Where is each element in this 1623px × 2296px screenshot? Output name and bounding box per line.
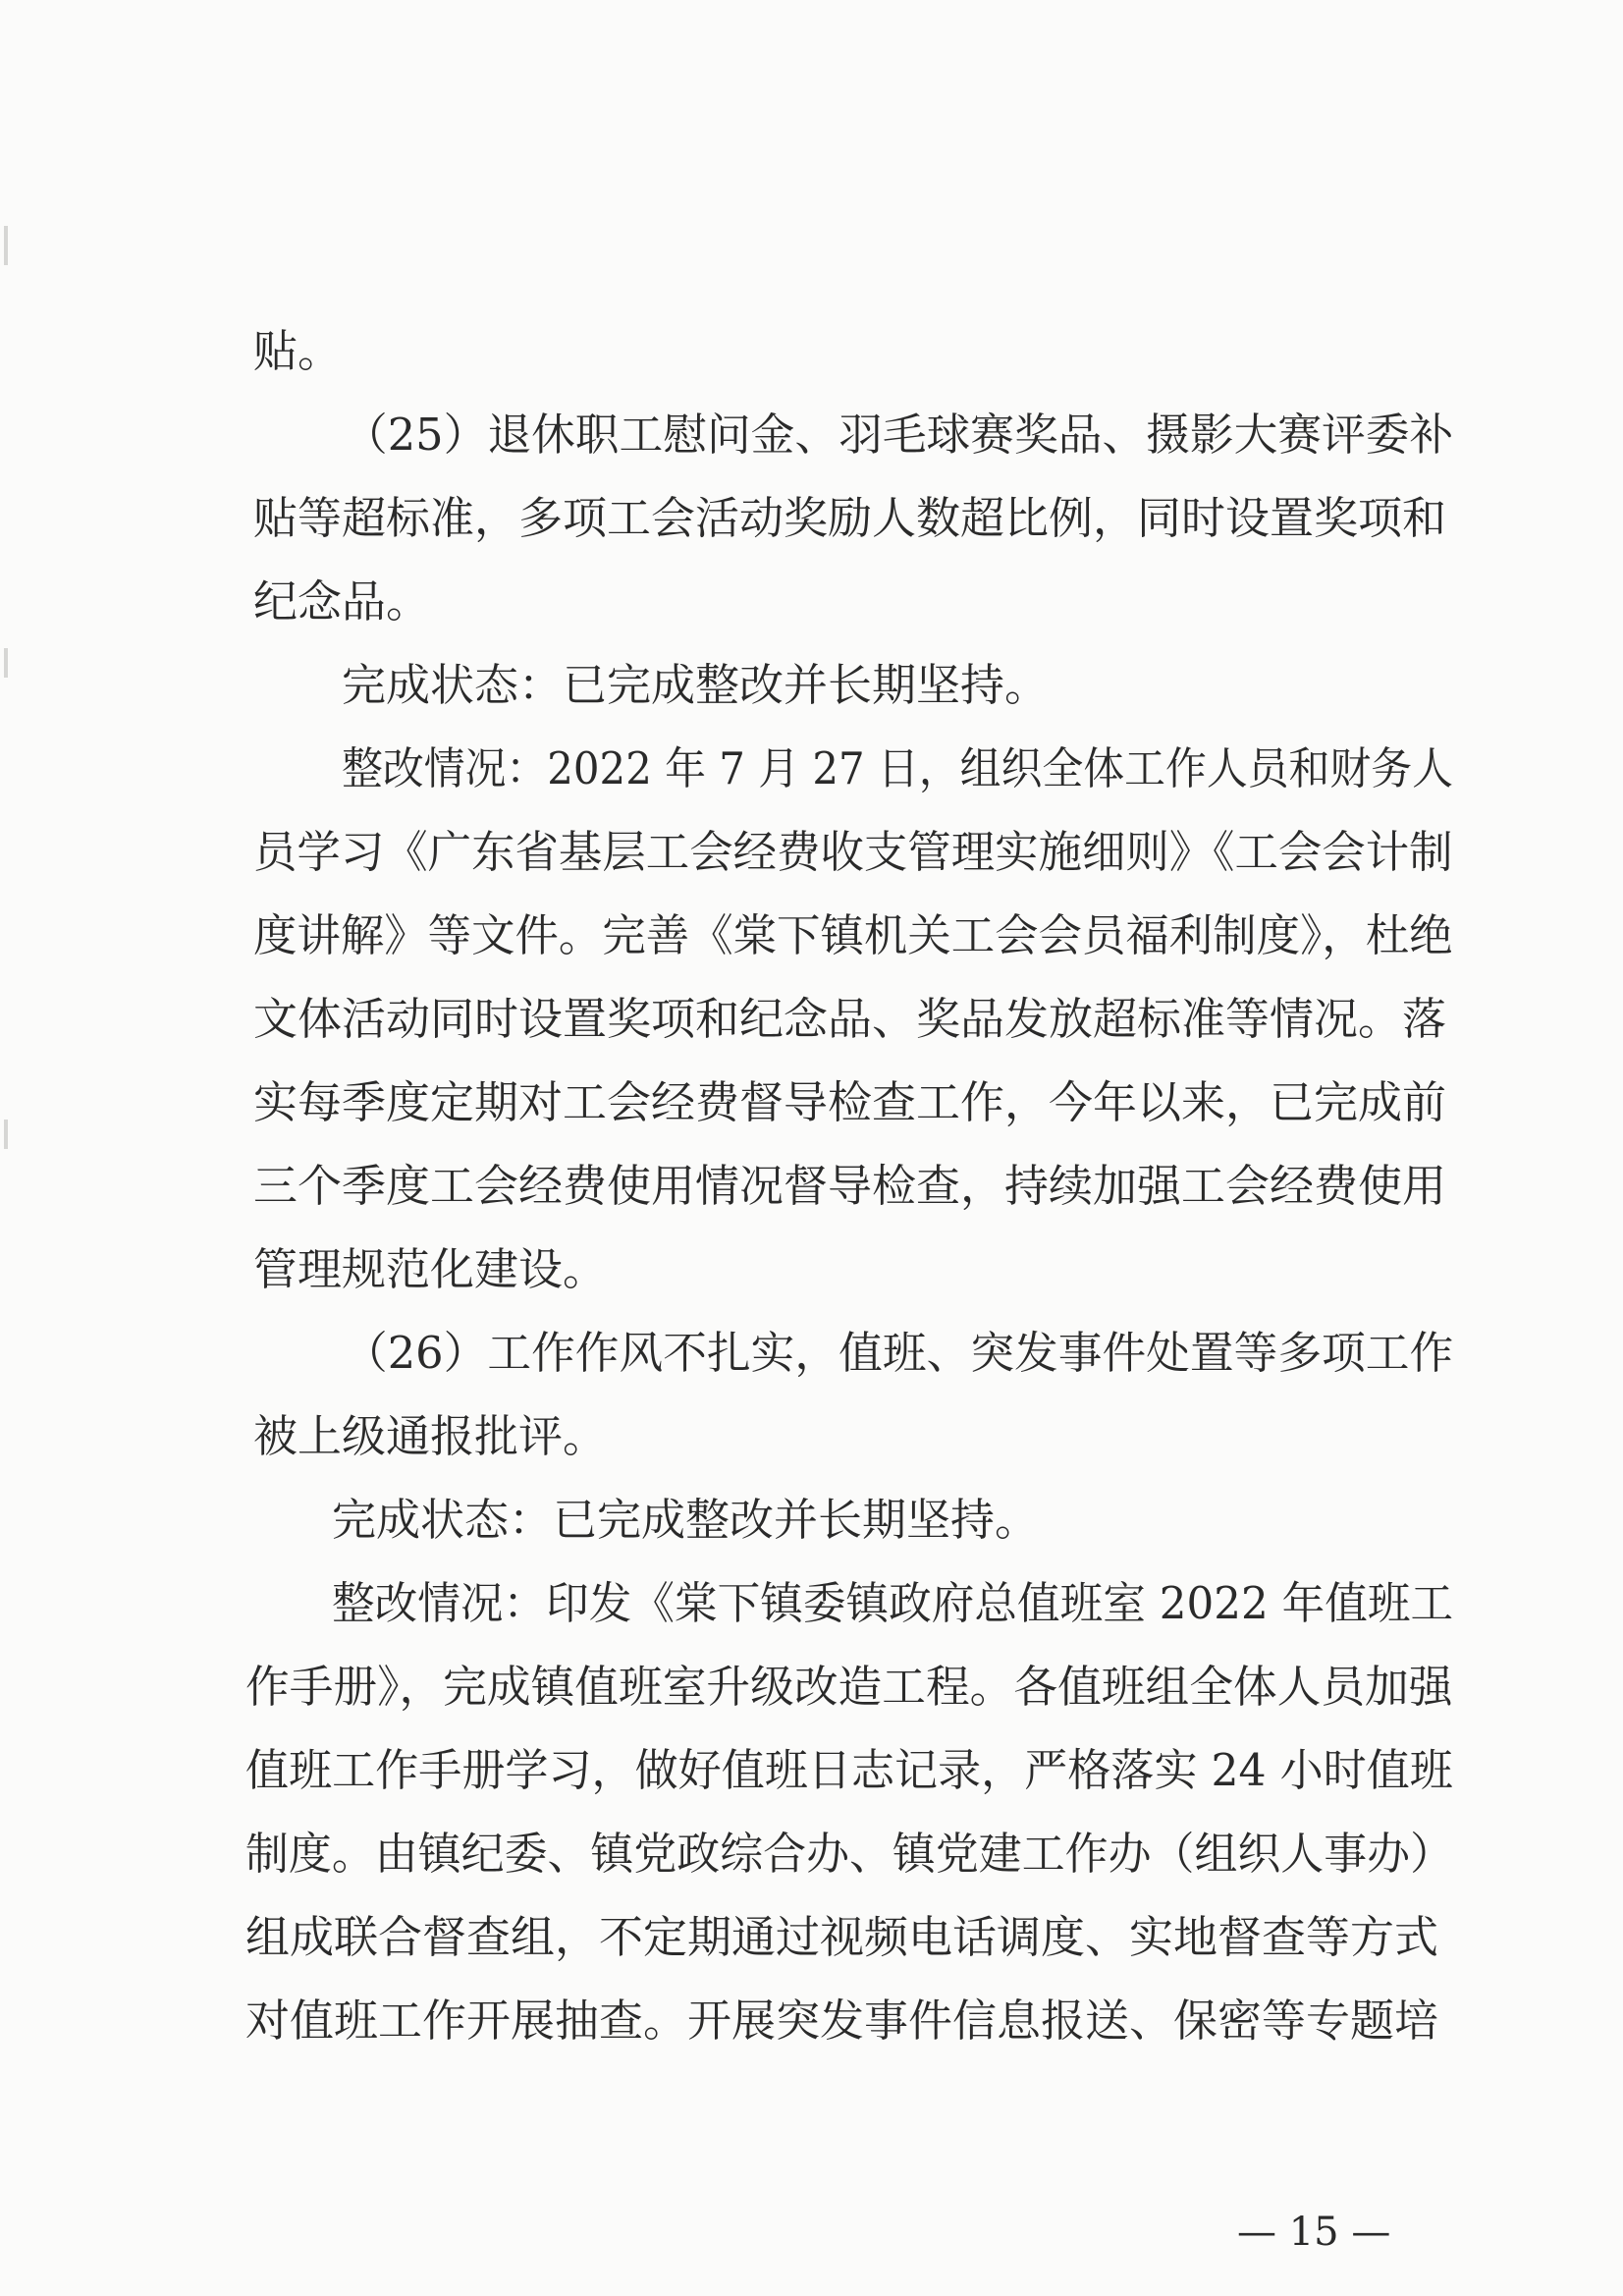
text-line: 被上级通报批评。 [253, 1410, 608, 1462]
text-line: 贴。 [253, 325, 343, 377]
rectification-details: 整改情况：印发《棠下镇委镇政府总值班室 2022 年值班工 [332, 1577, 1454, 1629]
completion-status: 完成状态：已完成整改并长期坚持。 [342, 659, 1050, 711]
text-line: 作手册》，完成镇值班室升级改造工程。各值班组全体人员加强 [245, 1661, 1453, 1713]
item-25-heading: （25）退休职工慰问金、羽毛球赛奖品、摄影大赛评委补 [344, 409, 1454, 461]
text-line: 管理规范化建设。 [253, 1243, 608, 1295]
text-line: 值班工作手册学习，做好值班日志记录，严格落实 24 小时值班 [245, 1744, 1453, 1796]
text-line: 对值班工作开展抽查。开展突发事件信息报送、保密等专题培 [245, 1995, 1439, 2047]
completion-status: 完成状态：已完成整改并长期坚持。 [332, 1494, 1040, 1546]
text-line: 员学习《广东省基层工会经费收支管理实施细则》《工会会计制 [253, 826, 1453, 878]
rectification-details: 整改情况：2022 年 7 月 27 日，组织全体工作人员和财务人 [342, 742, 1453, 794]
text-line: 组成联合督查组，不定期通过视频电话调度、实地督查等方式 [245, 1911, 1439, 1963]
text-line: 制度。由镇纪委、镇党政综合办、镇党建工作办（组织人事办） [245, 1828, 1454, 1880]
text-line: 度讲解》等文件。完善《棠下镇机关工会会员福利制度》，杜绝 [253, 909, 1453, 961]
scan-edge-mark [4, 648, 8, 678]
text-line: 贴等超标准，多项工会活动奖励人数超比例，同时设置奖项和 [253, 492, 1447, 544]
page-number: — 15 — [1237, 2210, 1391, 2255]
text-line: 实每季度定期对工会经费督导检查工作，今年以来，已完成前 [253, 1076, 1447, 1128]
text-line: 三个季度工会经费使用情况督导检查，持续加强工会经费使用 [253, 1160, 1447, 1212]
item-26-heading: （26）工作作风不扎实，值班、突发事件处置等多项工作 [344, 1327, 1454, 1379]
scan-edge-mark [4, 1120, 8, 1149]
scan-edge-mark [4, 226, 8, 265]
text-line: 文体活动同时设置奖项和纪念品、奖品发放超标准等情况。落 [253, 993, 1447, 1045]
text-line: 纪念品。 [253, 575, 431, 628]
